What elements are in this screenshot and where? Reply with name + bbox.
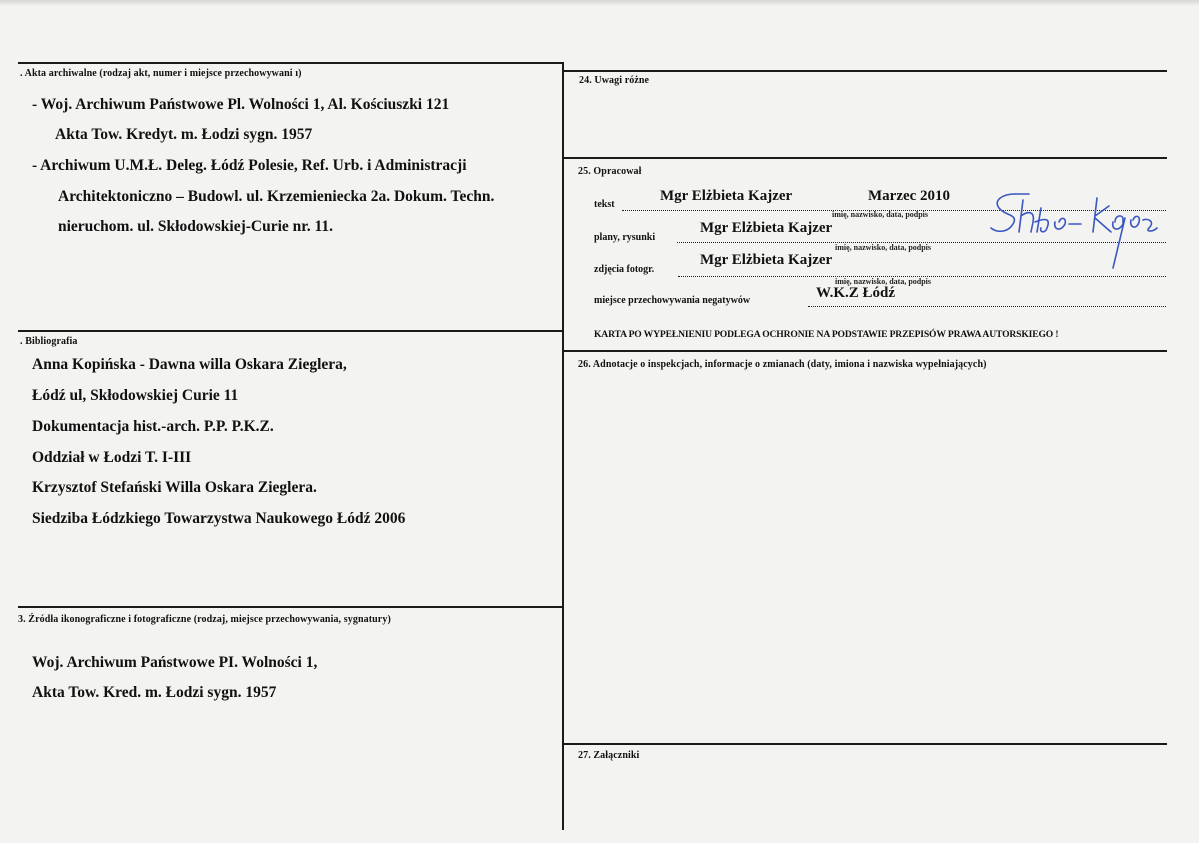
archives-line-3: - Archiwum U.M.Ł. Deleg. Łódź Polesie, Ref. Urb. i Administracji: [32, 157, 467, 174]
copyright-notice: KARTA PO WYPEŁNIENIU PODLEGA OCHRONIE NA PODSTAWIE PRZEPISÓW PRAWA AUTORSKIEGO !: [594, 329, 1059, 340]
attachments-title: 27. Załączniki: [578, 750, 640, 761]
iconographic-line-2: Akta Tow. Kred. m. Łodzi sygn. 1957: [32, 684, 277, 701]
bibliography-line-2: Łódź ul, Skłodowskiej Curie 11: [32, 387, 239, 404]
prepared-title: 25. Opracował: [578, 166, 642, 177]
field-hint-text: imię, nazwisko, data, podpis: [832, 210, 929, 219]
divider-inspections: [563, 350, 1167, 352]
field-label-text: tekst: [594, 199, 615, 210]
field-label-plans: plany, rysunki: [594, 232, 656, 243]
bibliography-line-5: Krzysztof Stefański Willa Oskara Zieglera.: [32, 479, 317, 496]
divider-prepared: [563, 157, 1167, 159]
top-rule-right: [563, 70, 1167, 72]
field-hint-photos: imię, nazwisko, data, podpis: [835, 277, 932, 286]
signature-text: Ehlbieta Kajzer: [985, 188, 992, 189]
field-hint-plans: imię, nazwisko, data, podpis: [835, 243, 932, 252]
handwritten-signature: [985, 188, 1170, 270]
iconographic-line-1: Woj. Archiwum Państwowe PI. Wolności 1,: [32, 654, 318, 671]
divider-iconographic: [18, 606, 563, 608]
bibliography-title: . Bibliografia: [20, 336, 78, 347]
column-divider: [562, 62, 564, 830]
field-value-photos: Mgr Elżbieta Kajzer: [700, 252, 833, 268]
archives-line-2: Akta Tow. Kredyt. m. Łodzi sygn. 1957: [55, 126, 313, 143]
archives-line-4: Architektoniczno – Budowl. ul. Krzemieniecka 2a. Dokum. Techn.: [58, 188, 495, 205]
inspections-title: 26. Adnotacje o inspekcjach, informacje o zmianach (daty, imiona i nazwiska wypełniających): [578, 359, 987, 370]
field-date-text: Marzec 2010: [868, 188, 951, 204]
field-line-negatives: [808, 306, 1166, 307]
archives-title: . Akta archiwalne (rodzaj akt, numer i miejsce przechowywani ı): [20, 68, 302, 79]
field-label-photos: zdjęcia fotogr.: [594, 264, 655, 275]
remarks-title: 24. Uwagi różne: [579, 75, 650, 86]
iconographic-title: 3. Źródła ikonograficzne i fotograficzne (rodzaj, miejsce przechowywania, sygnatury): [18, 614, 391, 625]
archives-line-1: - Woj. Archiwum Państwowe Pl. Wolności 1, Al. Kościuszki 121: [32, 96, 450, 113]
field-value-negatives: W.K.Z Łódź: [816, 285, 896, 301]
divider-bibliography: [18, 330, 563, 332]
archives-line-5: nieruchom. ul. Skłodowskiej-Curie nr. 11.: [58, 218, 334, 235]
field-value-text: Mgr Elżbieta Kajzer: [660, 188, 793, 204]
bibliography-line-3: Dokumentacja hist.-arch. P.P. P.K.Z.: [32, 418, 274, 435]
bibliography-line-1: Anna Kopińska - Dawna willa Oskara Zieglera,: [32, 356, 347, 373]
divider-attachments: [563, 743, 1167, 745]
field-value-plans: Mgr Elżbieta Kajzer: [700, 220, 833, 236]
scan-edge: [0, 0, 1199, 6]
bibliography-line-6: Siedziba Łódzkiego Towarzystwa Naukowego Łódź 2006: [32, 510, 406, 527]
top-rule-left: [18, 62, 563, 64]
bibliography-line-4: Oddział w Łodzi T. I-III: [32, 449, 192, 466]
field-label-negatives: miejsce przechowywania negatywów: [594, 295, 751, 306]
